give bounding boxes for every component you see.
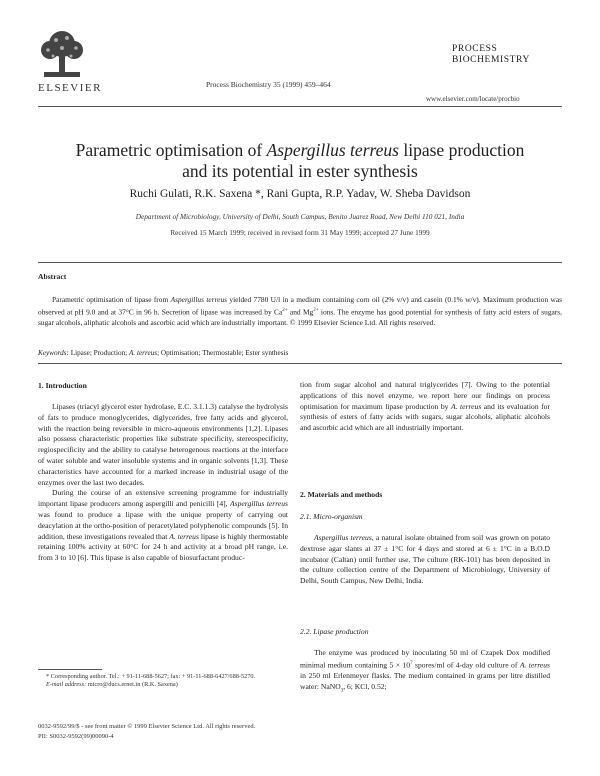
left-column bbox=[38, 402, 288, 564]
pii-line: PII: S0032-9592(99)00090-4 bbox=[38, 733, 114, 740]
abstract-bottom-rule bbox=[38, 363, 562, 364]
lipase-production-subheading: 2.2. Lipase production bbox=[300, 627, 369, 636]
journal-name-line1: PROCESS bbox=[452, 44, 498, 54]
journal-name-line2: BIOCHEMISTRY bbox=[452, 55, 530, 65]
micro-organism-subheading: 2.1. Micro-organism bbox=[300, 512, 363, 521]
micro-organism-text: Aspergillus terreus, a natural isolate obtained from soil was grown on potato dextrose agar slants at 37 ± 1°C for 4 days and stored at 6 ± 1°C in a B.O.D incubator (Caltan) until further use. The culture (RK-101) has been deposited in the culture collection centre of the Department of Microbiology, University of Delhi, South Campus, New Delhi, India. bbox=[300, 533, 550, 586]
corresponding-author: * Corresponding author. Tel.: + 91-11-688-5627; fax: + 91-11-688-6427/688-5270. bbox=[46, 673, 256, 680]
lipase-production-text: The enzyme was produced by inoculating 50 ml of Czapek Dox modified minimal medium containing $5 \times 10^7$ spores/ml of 4-day old culture of A. terreus in 250 ml Erlenmeyer flasks. The medium contained in grams per litre distilled water: NaNO$_3$, 6; KCl, 0.52; bbox=[300, 648, 551, 694]
elsevier-tree-logo bbox=[36, 28, 88, 80]
journal-url[interactable]: www.elsevier.com/locate/procbio bbox=[426, 95, 520, 103]
footnote bbox=[38, 673, 288, 690]
header-rule bbox=[38, 106, 562, 107]
journal-name bbox=[452, 44, 530, 66]
methods-heading: 2. Materials and methods bbox=[300, 490, 383, 499]
received-dates: Received 15 March 1999; received in revised form 31 May 1999; accepted 27 June 1999 bbox=[170, 228, 430, 237]
intro-paragraph-1: Lipases (triacyl glycerol ester hydrolase, E.C. 3.1.1.3) catalyse the hydrolysis of fats to produce monoglycerides, diglycerides, free fatty acids and glycerol, with the reaction being reversible in micro-aqueous environments [1,2]. Lipases also possess characteristic properties like substrate specificity, stereospecificity, regiospecificity and the ability to catalyse heterogenous reactions at the interface of water soluble and water insoluble systems and in organic solvents [1,3]. These characteristics have accounted for a marked increase in industrial usage of the enzymes over the last two decades. bbox=[38, 402, 288, 487]
intro-paragraph-3: tion from sugar alcohol and natural triglycerides [7]. Owing to the potential applications of this novel enzyme, we report here our findings on process optimisation for maximum lipase production by A. terreus and its evaluation for synthesis of esters of fatty acids with sugars, sugar alcohols, aliphatic alcohols and ascorbic acid which are all industrially important. bbox=[300, 380, 551, 433]
footnote-rule bbox=[38, 669, 102, 670]
publisher-name: ELSEVIER bbox=[38, 82, 102, 94]
authors: Ruchi Gulati, R.K. Saxena *, Rani Gupta, R.P. Yadav, W. Sheba Davidson bbox=[129, 188, 471, 200]
abstract-text: Parametric optimisation of lipase from Aspergillus terreus yielded 7780 U/l in a medium containing corn oil (2% v/v) and casein (0.1% w/v). Maximum production was observed at pH 9.0 and at 37°C in 96 h. Secretion of lipase was increased by $Ca^{2+}$ and $Mg^{2+}$ ions. The enzyme has good potential for synthesis of fatty acid esters of sugars, sugar alcohols, aliphatic alcohols and ascorbic acid which are industrially important. © 1999 Elsevier Science Ltd. All rights reserved. bbox=[38, 295, 563, 327]
affiliation: Department of Microbiology, University of Delhi, South Campus, Benito Juarez Road, New Delhi 110 021, India bbox=[135, 212, 465, 221]
journal-reference: Process Biochemistry 35 (1999) 459–464 bbox=[206, 80, 331, 89]
article-title: Parametric optimisation of Aspergillus terreus lipase production and its potential in ester synthesis bbox=[75, 140, 525, 181]
introduction-heading: 1. Introduction bbox=[38, 381, 87, 390]
keywords: Keywords: Lipase; Production; A. terreus; Optimisation; Thermostable; Ester synthesis bbox=[38, 349, 289, 357]
email-line: E-mail address: micro@ducs.ernet.in (R.K. Saxena) bbox=[46, 681, 178, 689]
email-link[interactable]: micro@ducs.ernet.in (R.K. Saxena) bbox=[86, 681, 178, 689]
abstract-heading: Abstract bbox=[38, 272, 67, 281]
right-column bbox=[300, 380, 550, 434]
abstract-top-rule bbox=[38, 262, 562, 263]
intro-paragraph-2: During the course of an extensive screening programme for industrially important lipase producers among aspergilli and penicilli [4], Aspergillus terreus was found to produce a lipase with the unique property of carrying out deacylation at the ortho-position of peracetylated polyphenolic compounds [5]. In addition, these investigations revealed that A. terreus lipase is highly thermostable retaining 100% activity at 60°C for 24 h and activity at a broad pH range, i.e. from 3 to 10 [6]. This lipase is also capable of biosurfactant produc- bbox=[38, 488, 288, 563]
copyright-line: 0032-9592/99/$ - see front matter © 1999 Elsevier Science Ltd. All rights reserved. bbox=[38, 723, 256, 730]
